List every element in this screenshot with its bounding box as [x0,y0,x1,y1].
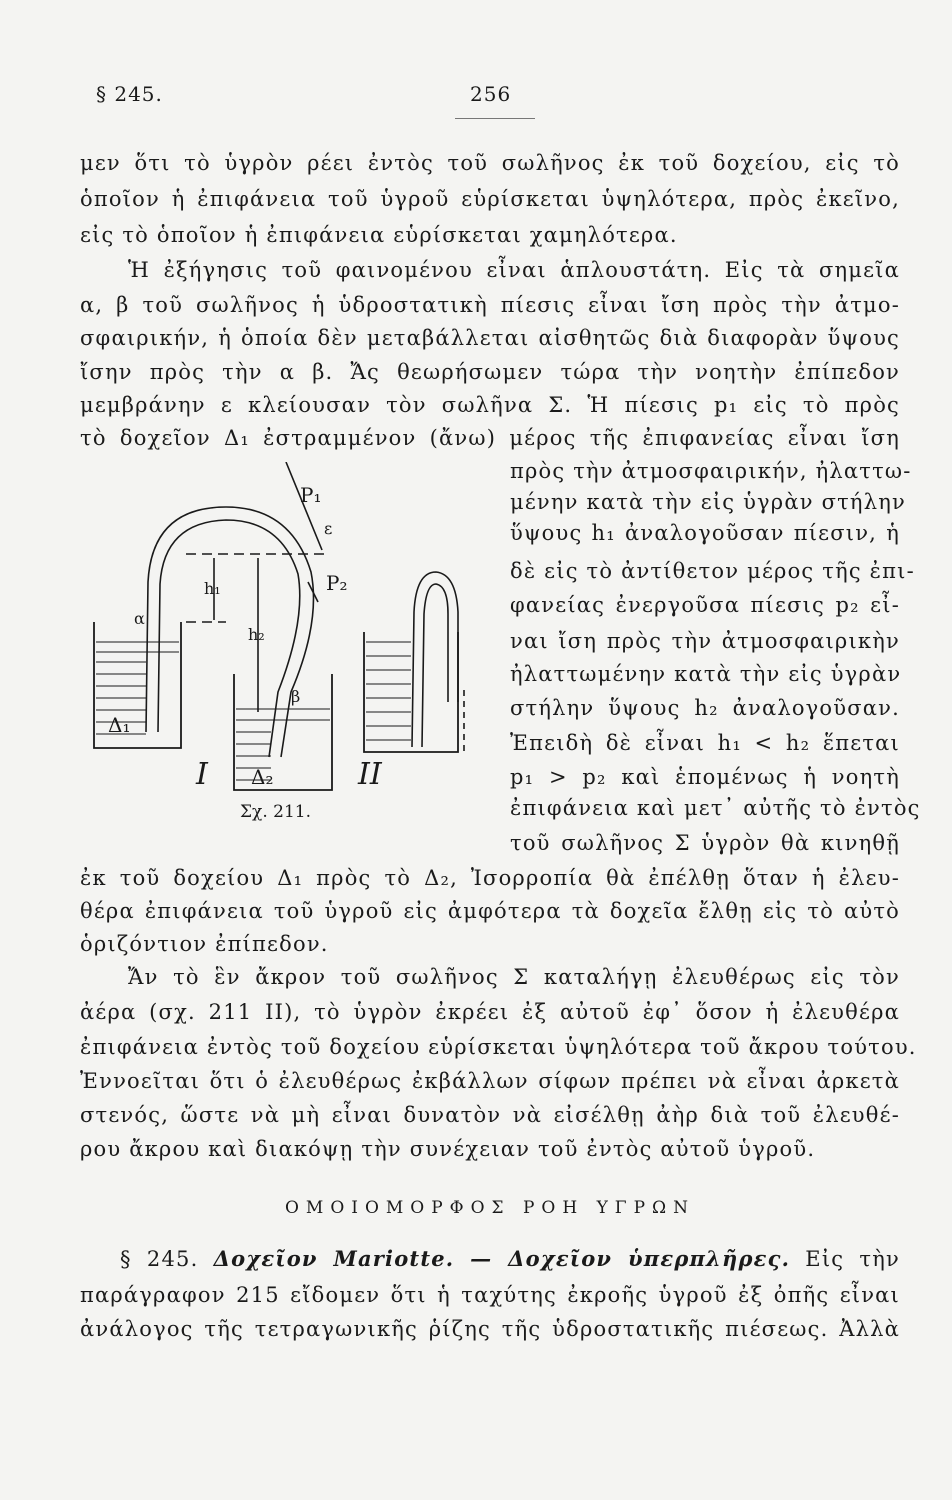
text-line: μεν ὅτι τὸ ὑγρὸν ρέει ἐντὸς τοῦ σωλῆνος ἐκ τοῦ δοχείου, εἰς τὸ [80,151,900,175]
label-figure-i: I [196,757,208,792]
text-line: εἰς τὸ ὁποῖον ἡ ἐπιφάνεια εὑρίσκεται χαμηλότερα. [80,223,678,247]
text-line: θέρα ἐπιφάνεια τοῦ ὑγροῦ εἰς ἀμφότερα τὰ δοχεῖα ἔλθῃ εἰς τὸ αὐτὸ [80,899,900,923]
section-title: Δοχεῖον Mariotte. — Δοχεῖον ὑπερπλῆρες. [213,1246,791,1271]
text-line: ὕψους h₁ ἀναλογοῦσαν πίεσιν, ἡ [510,521,900,545]
header-rule [455,118,535,119]
text-line: πρὸς τὴν ἀτμοσφαιρικήν, ἠλαττω- [510,459,912,483]
text-line: ἐπιφάνεια ἐντὸς τοῦ δοχείου εὑρίσκεται ὑψηλότερα τοῦ ἄκρου τούτου. [80,1035,917,1059]
label-beta: β [291,687,301,706]
text-line: α, β τοῦ σωλῆνος ἡ ὑδροστατικὴ πίεσις εἶναι ἴση πρὸς τὴν ἀτμο- [80,293,900,317]
section-number: § 245. [120,1247,199,1271]
header-page-number: 256 [470,82,512,106]
text-line: ἀνάλογος τῆς τετραγωνικῆς ῥίζης τῆς ὑδροστατικῆς πιέσεως. Ἀλλὰ [80,1317,900,1341]
text-line: ἴσην πρὸς τὴν α β. Ἄς θεωρήσωμεν τώρα τὴν νοητὴν ἐπίπεδον [80,360,900,384]
text-line: ἠλαττωμένην κατὰ τὴν εἰς ὑγρὰν [510,662,902,686]
text-line: μεμβράνην ε κλείουσαν τὸν σωλῆνα Σ. Ἡ πίεσις p₁ εἰς τὸ πρὸς [80,393,900,417]
header-section-number: § 245. [96,82,163,106]
label-h1: h₁ [204,579,221,598]
section-title-line [80,1244,900,1274]
label-figure-ii: II [358,757,382,792]
text-line: ἐπιφάνεια καὶ μετ᾽ αὐτῆς τὸ ἐντὸς [510,796,921,820]
label-epsilon: ε [324,519,333,538]
text-line: φανείας ἐνεργοῦσα πίεσις p₂ εἶ- [510,593,900,617]
section-heading: ΟΜΟΙΟΜΟΡΦΟΣ ΡΟΗ ΥΓΡΩΝ [284,1198,696,1218]
label-alpha: α [134,609,145,628]
text-line: τὸ δοχεῖον Δ₁ ἐστραμμένον (ἄνω) μέρος τῆς ἐπιφανείας εἶναι ἴση [80,426,900,450]
text-line: p₁ > p₂ καὶ ἑπομένως ἡ νοητὴ [510,765,900,789]
text-line: ἀέρα (σχ. 211 II), τὸ ὑγρὸν ἐκρέει ἐξ αὐτοῦ ἐφ᾽ ὅσον ἡ ἐλευθέρα [80,1000,900,1024]
vessel-ii [364,632,458,752]
text-line: Ἐπειδὴ δὲ εἶναι h₁ < h₂ ἕπεται [510,731,900,755]
label-d1: Δ₁ [108,713,131,737]
label-h2: h₂ [248,625,265,644]
text-line: Ἄν τὸ ἓν ἄκρον τοῦ σωλῆνος Σ καταλήγῃ ἐλευθέρως εἰς τὸν [128,965,900,989]
label-d2: Δ₂ [251,765,274,789]
text-line: στήλην ὕψους h₂ ἀναλογοῦσαν. [510,696,900,720]
figure-caption: Σχ. 211. [240,802,311,822]
label-p1: P₁ [300,483,322,507]
text-line: ρου ἄκρου καὶ διακόψῃ τὴν συνέχειαν τοῦ ἐντὸς αὐτοῦ ὑγροῦ. [80,1137,816,1161]
text-line: δὲ εἰς τὸ ἀντίθετον μέρος τῆς ἐπι- [510,559,915,583]
text-line: ὁποῖον ἡ ἐπιφάνεια τοῦ ὑγροῦ εὑρίσκεται ὑψηλότερα, πρὸς ἐκεῖνο, [80,187,900,211]
text-line: σφαιρικήν, ἡ ὁποία δὲν μεταβάλλεται αἰσθητῶς διὰ διαφορὰν ὕψους [80,326,900,350]
siphon-figure [86,462,506,832]
text-line: παράγραφον 215 εἴδομεν ὅτι ἡ ταχύτης ἐκροῆς ὑγροῦ ἐξ ὀπῆς εἶναι [80,1283,900,1307]
text-line: μένην κατὰ τὴν εἰς ὑγρὰν στήλην [510,490,906,514]
section-lead: Εἰς τὴν [805,1247,900,1271]
text-line: Ἐννοεῖται ὅτι ὁ ἐλευθέρως ἐκβάλλων σίφων πρέπει νὰ εἶναι ἀρκετὰ [80,1069,900,1093]
text-line: στενός, ὥστε νὰ μὴ εἶναι δυνατὸν νὰ εἰσέλθῃ ἀὴρ διὰ τοῦ ἐλευθέ- [80,1103,900,1127]
text-line: τοῦ σωλῆνος Σ ὑγρὸν θὰ κινηθῇ [510,831,900,855]
text-line: ναι ἴση πρὸς τὴν ἀτμοσφαιρικὴν [510,629,900,653]
text-line: Ἡ ἐξήγησις τοῦ φαινομένου εἶναι ἁπλουστάτη. Εἰς τὰ σημεῖα [128,258,900,282]
label-p2: P₂ [326,571,348,595]
text-line: ὁριζόντιον ἐπίπεδον. [80,932,329,956]
text-line: ἐκ τοῦ δοχείου Δ₁ πρὸς τὸ Δ₂, Ἰσορροπία θὰ ἐπέλθῃ ὅταν ἡ ἐλευ- [80,866,900,890]
